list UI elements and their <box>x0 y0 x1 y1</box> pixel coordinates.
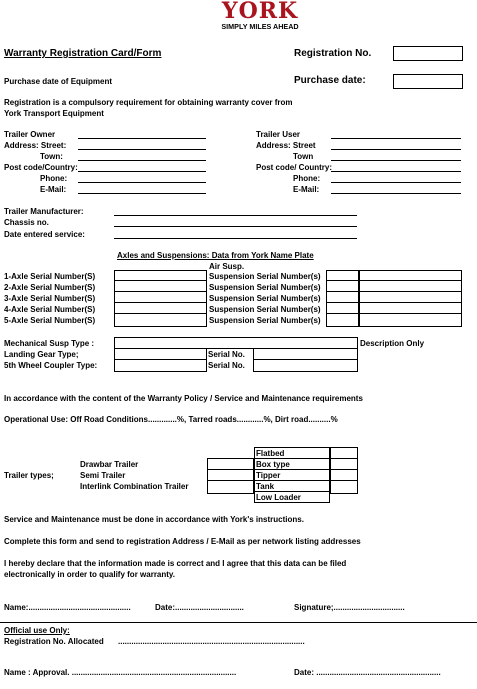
susp-extra-grid[interactable] <box>359 270 462 327</box>
susp-grid-row <box>326 313 359 314</box>
intro-line-1: Registration is a compulsory requirement for obtaining warranty cover from <box>4 98 293 107</box>
manufacturer-line[interactable] <box>114 215 357 216</box>
susp-4-label: Suspension Serial Number(s) <box>209 305 321 314</box>
service-text: Service and Maintenance must be done in accordance with York's instructions. <box>4 515 304 524</box>
grid-divider <box>254 491 330 492</box>
owner-town-line[interactable] <box>78 160 206 161</box>
trailer-left-checkboxes[interactable] <box>207 458 254 494</box>
user-street-line[interactable] <box>331 149 461 150</box>
axles-heading: Axles and Suspensions: Data from York Name Plate <box>117 251 314 260</box>
low-loader-label: Low Loader <box>256 493 301 502</box>
checkbox-divider <box>330 469 358 470</box>
user-postcode-line[interactable] <box>331 171 461 172</box>
tipper-label: Tipper <box>256 471 281 480</box>
reg-allocated-label: Registration No. Allocated <box>4 637 104 646</box>
axle-1-label: 1-Axle Serial Number(S) <box>4 272 96 281</box>
box-type-label: Box type <box>256 460 290 469</box>
logo-tagline: SIMPLY MILES AHEAD <box>221 22 299 31</box>
tank-label: Tank <box>256 482 275 491</box>
manufacturer-label: Trailer Manufacturer: <box>4 207 84 216</box>
intro-line-2: York Transport Equipment <box>4 109 104 118</box>
extra-grid-row <box>359 302 462 303</box>
purchase-date-label: Purchase date: <box>294 75 366 86</box>
axle-3-label: 3-Axle Serial Number(S) <box>4 294 96 303</box>
trailer-types-label: Trailer types; <box>4 471 54 480</box>
owner-street-line[interactable] <box>78 149 206 150</box>
official-heading: Official use Only: <box>4 626 70 635</box>
date-entered-label: Date entered service: <box>4 230 85 239</box>
owner-street-label: Address: Street: <box>4 141 67 150</box>
checkbox-divider <box>330 458 358 459</box>
reg-allocated-field[interactable]: .................................................................................... <box>118 637 305 646</box>
axle-4-label: 4-Axle Serial Number(S) <box>4 305 96 314</box>
official-date-field[interactable]: Date: ........................................................ <box>294 668 441 677</box>
extra-grid-row <box>359 280 462 281</box>
signature-field[interactable]: Signature;................................ <box>294 603 405 612</box>
user-postcode-label: Post code/ Country: <box>256 163 333 172</box>
grid-divider <box>254 480 330 481</box>
serial-no-2-label: Serial No. <box>208 361 245 370</box>
owner-phone-label: Phone: <box>40 174 68 183</box>
chassis-line[interactable] <box>114 226 357 227</box>
chassis-label: Chassis no. <box>4 218 49 227</box>
owner-name-line[interactable] <box>78 138 206 139</box>
owner-email-label: E-Mail: <box>40 185 67 194</box>
grid-divider <box>254 469 330 470</box>
susp-5-label: Suspension Serial Number(s) <box>209 316 321 325</box>
owner-phone-line[interactable] <box>78 182 206 183</box>
divider-line <box>0 622 477 623</box>
declare-line-1: I hereby declare that the information made is correct and I agree that this data can be filed <box>4 559 347 568</box>
axle-grid-row <box>114 313 207 314</box>
trailer-owner-label: Trailer Owner <box>4 130 56 139</box>
susp-2-label: Suspension Serial Number(s) <box>209 283 321 292</box>
axle-grid-row <box>114 291 207 292</box>
user-name-line[interactable] <box>331 138 461 139</box>
interlink-label: Interlink Combination Trailer <box>80 482 189 491</box>
description-only-label: Description Only <box>360 339 425 348</box>
owner-town-label: Town: <box>40 152 63 161</box>
name-approval-field[interactable]: Name : Approval. .......................................................................... <box>4 668 237 677</box>
drawbar-label: Drawbar Trailer <box>80 460 139 469</box>
susp-1-label: Suspension Serial Number(s) <box>209 272 321 281</box>
declare-line-2: electronically in order to qualify for warranty. <box>4 570 176 579</box>
purchase-equipment-label: Purchase date of Equipment <box>4 77 113 86</box>
checkbox-divider <box>330 480 358 481</box>
landing-coupler-field[interactable] <box>114 348 207 372</box>
grid-divider <box>254 458 330 459</box>
susp-grid-row <box>326 291 359 292</box>
flatbed-label: Flatbed <box>256 449 285 458</box>
axle-2-label: 2-Axle Serial Number(S) <box>4 283 96 292</box>
trailer-right-checkboxes[interactable] <box>330 447 358 494</box>
axle-grid-row <box>114 302 207 303</box>
landing-coupler-divider <box>114 359 207 360</box>
owner-postcode-line[interactable] <box>78 171 206 172</box>
york-logo <box>208 0 312 33</box>
axle-serial-grid[interactable] <box>114 270 207 327</box>
axle-5-label: 5-Axle Serial Number(S) <box>4 316 96 325</box>
logo-wordmark: YORK <box>221 0 299 24</box>
semi-label: Semi Trailer <box>80 471 126 480</box>
extra-grid-row <box>359 291 462 292</box>
user-phone-line[interactable] <box>331 182 461 183</box>
susp-grid-row <box>326 280 359 281</box>
user-town-line[interactable] <box>331 160 461 161</box>
owner-postcode-label: Post code/Country: <box>4 163 78 172</box>
registration-no-field[interactable] <box>393 46 463 61</box>
user-email-label: E-Mail: <box>293 185 320 194</box>
serial-no-1-label: Serial No. <box>208 350 245 359</box>
user-town-label: Town <box>293 152 314 161</box>
operational-use: Operational Use: Off Road Conditions.............%, Tarred roads............%, Dirt road..........% <box>4 415 338 424</box>
complete-text: Complete this form and send to registration Address / E-Mail as per network listing addresses <box>4 537 361 546</box>
name-sign-field[interactable]: Name:.............................................. <box>4 603 131 612</box>
serial-no-divider <box>253 359 358 360</box>
mech-susp-label: Mechanical Susp Type : <box>4 339 95 348</box>
date-entered-line[interactable] <box>114 238 357 239</box>
susp-grid-row <box>326 302 359 303</box>
axle-grid-row <box>114 280 207 281</box>
checkbox-divider <box>207 469 254 470</box>
owner-email-line[interactable] <box>78 193 206 194</box>
user-email-line[interactable] <box>331 193 461 194</box>
checkbox-divider <box>207 480 254 481</box>
susp-serial-grid[interactable] <box>326 270 359 327</box>
extra-grid-row <box>359 313 462 314</box>
user-street-label: Address: Street <box>256 141 316 150</box>
form-title: Warranty Registration Card/Form <box>4 48 162 59</box>
serial-no-field[interactable] <box>253 348 358 372</box>
trailer-user-label: Trailer User <box>256 130 301 139</box>
air-susp-label: Air Susp. <box>209 262 245 271</box>
coupler-label: 5th Wheel Coupler Type: <box>4 361 98 370</box>
policy-text: In accordance with the content of the Warranty Policy / Service and Maintenance requirements <box>4 394 363 403</box>
purchase-date-field[interactable] <box>393 74 463 89</box>
registration-no-label: Registration No. <box>294 48 372 59</box>
susp-3-label: Suspension Serial Number(s) <box>209 294 321 303</box>
user-phone-label: Phone: <box>293 174 321 183</box>
date-sign-field[interactable]: Date:............................... <box>155 603 244 612</box>
landing-gear-label: Landing Gear Type; <box>4 350 79 359</box>
